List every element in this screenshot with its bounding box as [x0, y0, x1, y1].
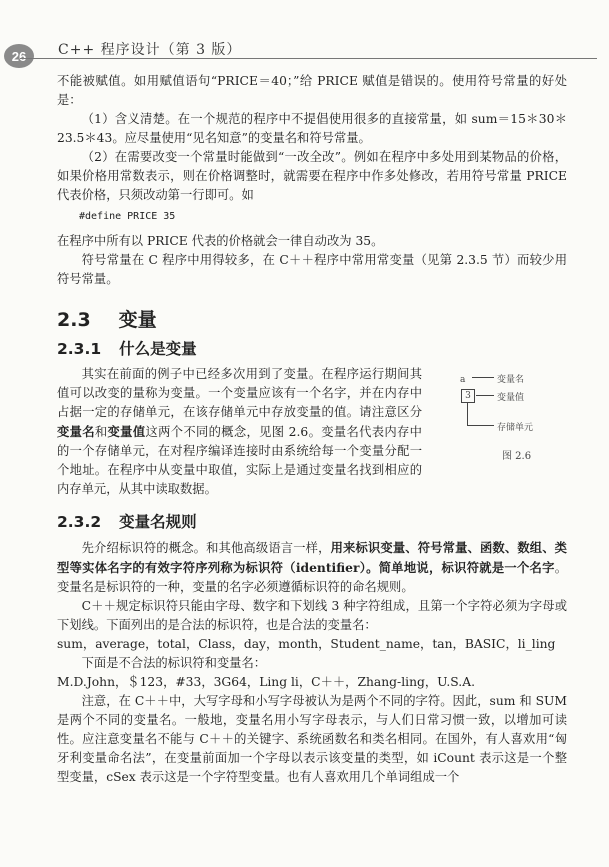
arrow [467, 425, 494, 426]
figure-2-6 [452, 369, 572, 479]
figure-label-name: 变量名 [497, 375, 525, 385]
figure-label-value: 变量值 [497, 393, 525, 403]
subsection-heading [57, 513, 567, 532]
subsection-number: 2.3.2 [57, 513, 102, 531]
figure-var-name: a [460, 375, 466, 385]
page-number: 26 [4, 44, 34, 68]
paragraph: 注意，在 C＋＋中，大写字母和小写字母被认为是两个不同的字符。因此，sum 和 SUM 是两个不同的变量名。一般地，变量名用小写字母表示，与人们日常习惯一致，以增加可读性。应注意变量名不能与 C＋＋的关键字、系统函数名和类名相同。在国外，有人喜欢用“匈牙利变量命名法”，在变量前面加一个字母以表示该变量的类型，如 iCount 表示这是一个整型变量，cSex 表示这是一个字符型变量。也有人喜欢用几个单词组成一个 [57, 694, 567, 784]
subsection-title: 什么是变量 [119, 340, 197, 358]
memory-cell: 3 [461, 389, 475, 403]
section-heading [57, 311, 567, 330]
header-rule [20, 58, 597, 59]
subsection-heading [57, 340, 567, 359]
book-title: C++ 程序设计（第 3 版） [58, 42, 242, 58]
arrow [467, 403, 468, 425]
paragraph: （2）在需要改变一个常量时能做到“一改全改”。例如在程序中多处用到某物品的价格，如果价格用常数表示，则在价格调整时，就需要在程序中作多处修改，若用符号常量 PRICE 代表价格，只须改动第一行即可。如 [57, 150, 567, 202]
figure-label-cell: 存储单元 [497, 423, 534, 433]
identifier-list: sum，average，total，Class，day，month，Student_name，tan，BASIC，li_ling [57, 637, 556, 651]
section-number: 2.3 [57, 309, 91, 331]
paragraph: C＋＋规定标识符只能由字母、数字和下划线 3 种字符组成，且第一个字符必须为字母或下划线。下面列出的是合法的标识符，也是合法的变量名： [57, 599, 567, 632]
section-title: 变量 [118, 309, 157, 331]
paragraph: （1）含义清楚。在一个规范的程序中不提倡使用很多的直接常量，如 sum＝15＊30＊23.5＊43。应尽量使用“见名知意”的变量名和符号常量。 [57, 112, 567, 145]
arrow [472, 377, 494, 378]
paragraph: 在程序中所有以 PRICE 代表的价格就会一律自动改为 35。 [57, 234, 384, 248]
figure-caption: 图 2.6 [502, 451, 532, 462]
arrow [476, 395, 494, 396]
code-line: #define PRICE 35 [79, 211, 176, 222]
variable-section [57, 365, 567, 499]
paragraph: 其实在前面的例子中已经多次用到了变量。在程序运行期间其值可以改变的量称为变量。一个变量应该有一个名字，并在内存中占据一定的存储单元，在该存储单元中存放变量的值。请注意区分变量名和变量值这两个不同的概念，见图 2.6。变量名代表内存中的一个存储单元，在对程序编译连接时由系统给每一个变量分配一个地址。在程序中从变量中取值，实际上是通过变量名找到相应的内存单元，从其中读取数据。 [57, 367, 422, 496]
subsection-title: 变量名规则 [119, 513, 197, 531]
subsection-number: 2.3.1 [57, 340, 102, 358]
page-header [0, 30, 609, 66]
identifier-list: M.D.John，＄123，#33，3G64，Ling li，C＋＋，Zhang-ling，U.S.A. [57, 675, 475, 689]
paragraph: 不能被赋值。如用赋值语句“PRICE＝40；”给 PRICE 赋值是错误的。使用符号常量的好处是： [57, 74, 567, 107]
page-body [57, 72, 567, 787]
paragraph: 先介绍标识符的概念。和其他高级语言一样，用来标识变量、符号常量、函数、数组、类型等实体名字的有效字符序列称为标识符（identifier）。简单地说，标识符就是一个名字。变量名是标识符的一种，变量的名字必须遵循标识符的命名规则。 [57, 540, 567, 594]
paragraph: 下面是不合法的标识符和变量名： [81, 656, 267, 670]
paragraph: 符号常量在 C 程序中用得较多，在 C＋＋程序中常用常变量（见第 2.3.5 节）而较少用符号常量。 [57, 253, 567, 286]
